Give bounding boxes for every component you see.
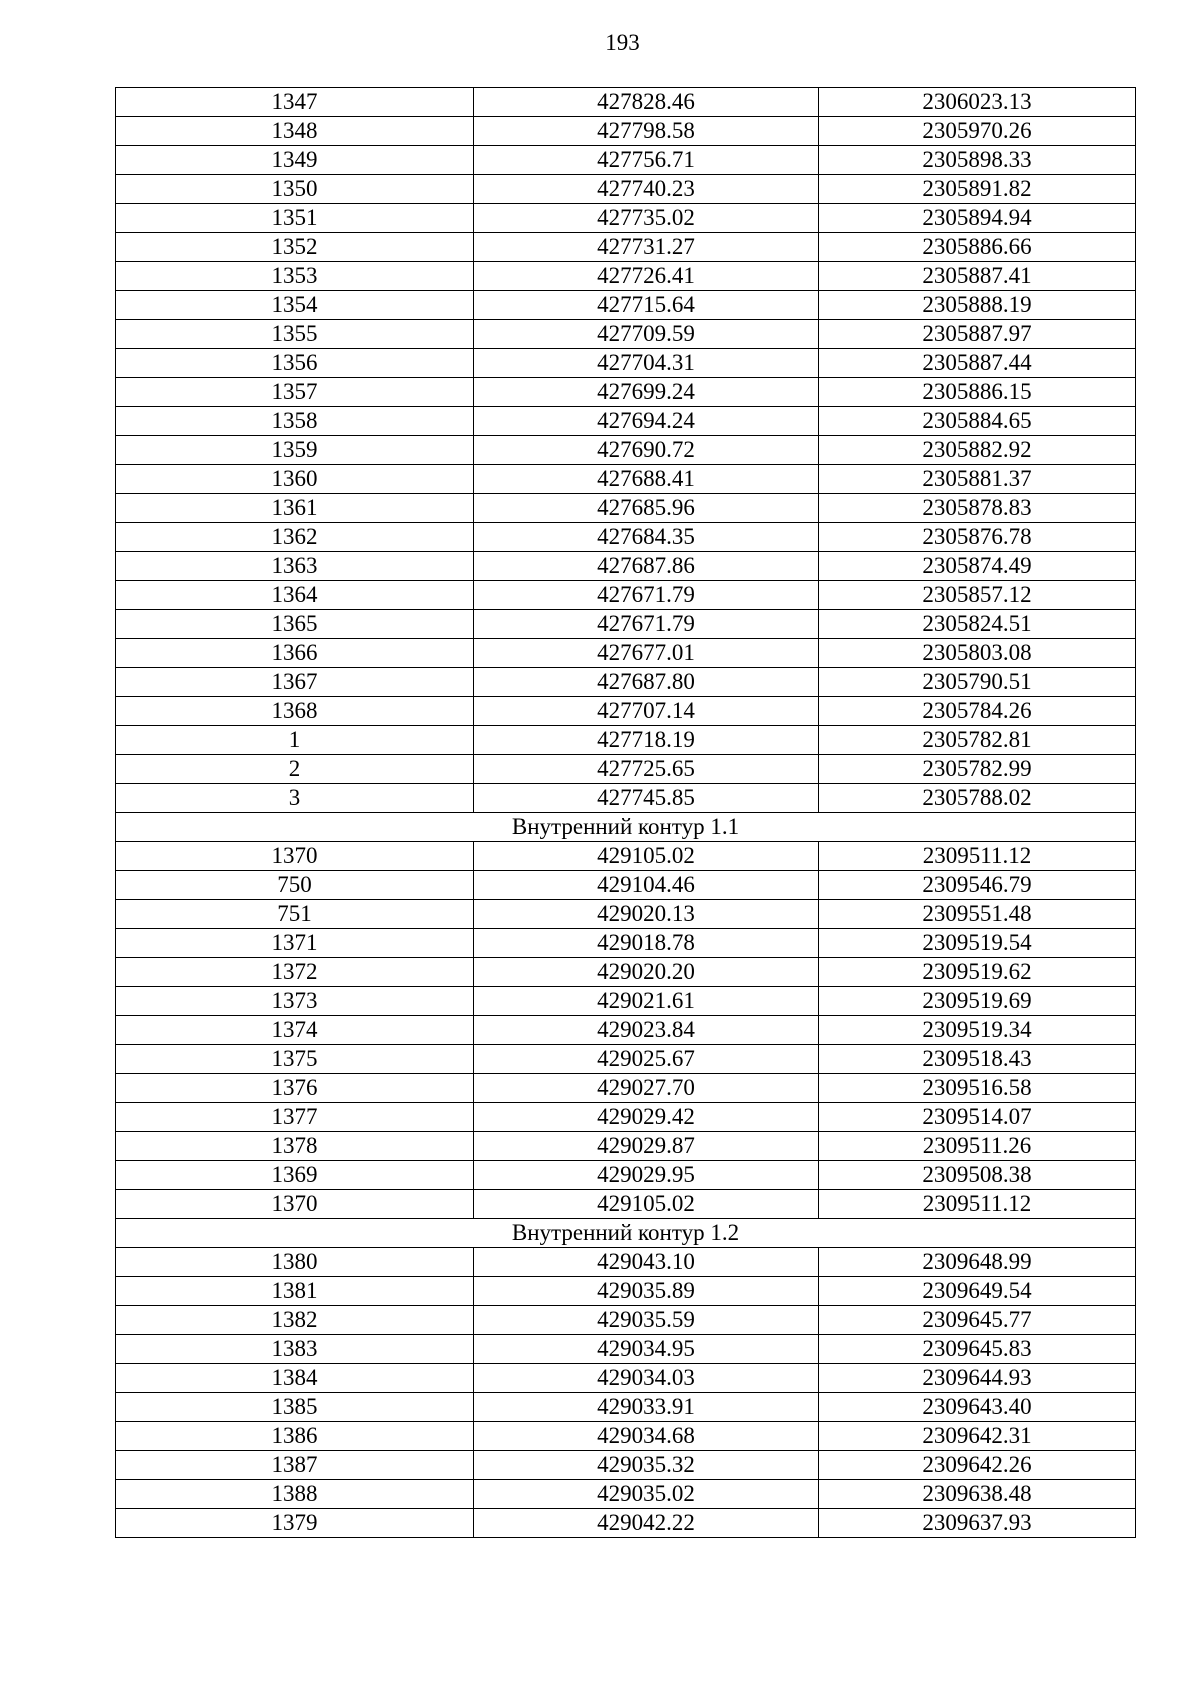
y-coordinate-cell: 2305884.65	[819, 407, 1136, 436]
y-coordinate-cell: 2309508.38	[819, 1161, 1136, 1190]
x-coordinate-cell: 429035.32	[474, 1451, 819, 1480]
table-row	[116, 523, 1136, 552]
point-number-cell: 1377	[116, 1103, 474, 1132]
table-row	[116, 871, 1136, 900]
y-coordinate-cell: 2305857.12	[819, 581, 1136, 610]
x-coordinate-cell: 429033.91	[474, 1393, 819, 1422]
x-coordinate-cell: 427688.41	[474, 465, 819, 494]
x-coordinate-cell: 429034.68	[474, 1422, 819, 1451]
table-row	[116, 1364, 1136, 1393]
x-coordinate-cell: 427718.19	[474, 726, 819, 755]
table-row	[116, 581, 1136, 610]
table-row	[116, 1190, 1136, 1219]
y-coordinate-cell: 2305782.99	[819, 755, 1136, 784]
point-number-cell: 1351	[116, 204, 474, 233]
table-row	[116, 88, 1136, 117]
point-number-cell: 1347	[116, 88, 474, 117]
x-coordinate-cell: 427699.24	[474, 378, 819, 407]
table-row	[116, 639, 1136, 668]
x-coordinate-cell: 427726.41	[474, 262, 819, 291]
table-row	[116, 378, 1136, 407]
section-label: Внутренний контур 1.2	[116, 1219, 1136, 1248]
table-row	[116, 146, 1136, 175]
y-coordinate-cell: 2309648.99	[819, 1248, 1136, 1277]
point-number-cell: 1	[116, 726, 474, 755]
point-number-cell: 751	[116, 900, 474, 929]
x-coordinate-cell: 427828.46	[474, 88, 819, 117]
point-number-cell: 1360	[116, 465, 474, 494]
x-coordinate-cell: 427745.85	[474, 784, 819, 813]
y-coordinate-cell: 2309519.69	[819, 987, 1136, 1016]
y-coordinate-cell: 2309511.12	[819, 842, 1136, 871]
point-number-cell: 1368	[116, 697, 474, 726]
x-coordinate-cell: 427715.64	[474, 291, 819, 320]
y-coordinate-cell: 2309511.12	[819, 1190, 1136, 1219]
y-coordinate-cell: 2305878.83	[819, 494, 1136, 523]
table-row	[116, 726, 1136, 755]
x-coordinate-cell: 427684.35	[474, 523, 819, 552]
point-number-cell: 1387	[116, 1451, 474, 1480]
y-coordinate-cell: 2305876.78	[819, 523, 1136, 552]
point-number-cell: 1352	[116, 233, 474, 262]
y-coordinate-cell: 2309519.62	[819, 958, 1136, 987]
point-number-cell: 1371	[116, 929, 474, 958]
point-number-cell: 1364	[116, 581, 474, 610]
y-coordinate-cell: 2309546.79	[819, 871, 1136, 900]
table-row	[116, 987, 1136, 1016]
point-number-cell: 1384	[116, 1364, 474, 1393]
y-coordinate-cell: 2305824.51	[819, 610, 1136, 639]
table-row	[116, 1161, 1136, 1190]
y-coordinate-cell: 2305782.81	[819, 726, 1136, 755]
table-row	[116, 1451, 1136, 1480]
y-coordinate-cell: 2309642.31	[819, 1422, 1136, 1451]
point-number-cell: 1354	[116, 291, 474, 320]
point-number-cell: 1381	[116, 1277, 474, 1306]
x-coordinate-cell: 429023.84	[474, 1016, 819, 1045]
section-label: Внутренний контур 1.1	[116, 813, 1136, 842]
y-coordinate-cell: 2309643.40	[819, 1393, 1136, 1422]
point-number-cell: 750	[116, 871, 474, 900]
point-number-cell: 2	[116, 755, 474, 784]
table-row	[116, 1103, 1136, 1132]
y-coordinate-cell: 2309645.77	[819, 1306, 1136, 1335]
y-coordinate-cell: 2305881.37	[819, 465, 1136, 494]
y-coordinate-cell: 2309642.26	[819, 1451, 1136, 1480]
x-coordinate-cell: 429025.67	[474, 1045, 819, 1074]
table-row	[116, 1277, 1136, 1306]
y-coordinate-cell: 2305874.49	[819, 552, 1136, 581]
x-coordinate-cell: 427704.31	[474, 349, 819, 378]
table-row	[116, 1306, 1136, 1335]
table-row	[116, 1132, 1136, 1161]
table-row	[116, 668, 1136, 697]
y-coordinate-cell: 2309519.54	[819, 929, 1136, 958]
y-coordinate-cell: 2305887.41	[819, 262, 1136, 291]
x-coordinate-cell: 427731.27	[474, 233, 819, 262]
table-row	[116, 349, 1136, 378]
point-number-cell: 1383	[116, 1335, 474, 1364]
x-coordinate-cell: 427756.71	[474, 146, 819, 175]
x-coordinate-cell: 429105.02	[474, 842, 819, 871]
table-row	[116, 117, 1136, 146]
table-row	[116, 465, 1136, 494]
point-number-cell: 1373	[116, 987, 474, 1016]
table-row	[116, 784, 1136, 813]
x-coordinate-cell: 429021.61	[474, 987, 819, 1016]
table-row	[116, 204, 1136, 233]
table-row	[116, 1045, 1136, 1074]
x-coordinate-cell: 429105.02	[474, 1190, 819, 1219]
table-row	[116, 407, 1136, 436]
x-coordinate-cell: 427671.79	[474, 610, 819, 639]
y-coordinate-cell: 2309645.83	[819, 1335, 1136, 1364]
x-coordinate-cell: 429035.02	[474, 1480, 819, 1509]
y-coordinate-cell: 2309519.34	[819, 1016, 1136, 1045]
y-coordinate-cell: 2309511.26	[819, 1132, 1136, 1161]
point-number-cell: 1378	[116, 1132, 474, 1161]
x-coordinate-cell: 429029.95	[474, 1161, 819, 1190]
x-coordinate-cell: 427687.86	[474, 552, 819, 581]
point-number-cell: 1369	[116, 1161, 474, 1190]
x-coordinate-cell: 427709.59	[474, 320, 819, 349]
point-number-cell: 1382	[116, 1306, 474, 1335]
table-row	[116, 755, 1136, 784]
point-number-cell: 1372	[116, 958, 474, 987]
point-number-cell: 1365	[116, 610, 474, 639]
y-coordinate-cell: 2309644.93	[819, 1364, 1136, 1393]
y-coordinate-cell: 2309514.07	[819, 1103, 1136, 1132]
table-row	[116, 1393, 1136, 1422]
point-number-cell: 1385	[116, 1393, 474, 1422]
table-row	[116, 610, 1136, 639]
point-number-cell: 1358	[116, 407, 474, 436]
table-row	[116, 436, 1136, 465]
y-coordinate-cell: 2305788.02	[819, 784, 1136, 813]
point-number-cell: 1375	[116, 1045, 474, 1074]
point-number-cell: 1361	[116, 494, 474, 523]
y-coordinate-cell: 2309518.43	[819, 1045, 1136, 1074]
table-row	[116, 262, 1136, 291]
x-coordinate-cell: 429035.59	[474, 1306, 819, 1335]
table-row	[116, 958, 1136, 987]
point-number-cell: 1370	[116, 842, 474, 871]
table-row	[116, 929, 1136, 958]
point-number-cell: 1356	[116, 349, 474, 378]
coordinates-table	[115, 87, 1136, 1538]
x-coordinate-cell: 429018.78	[474, 929, 819, 958]
y-coordinate-cell: 2309516.58	[819, 1074, 1136, 1103]
y-coordinate-cell: 2305882.92	[819, 436, 1136, 465]
x-coordinate-cell: 427735.02	[474, 204, 819, 233]
y-coordinate-cell: 2305887.97	[819, 320, 1136, 349]
table-row	[116, 1422, 1136, 1451]
table-row	[116, 842, 1136, 871]
x-coordinate-cell: 427671.79	[474, 581, 819, 610]
x-coordinate-cell: 429027.70	[474, 1074, 819, 1103]
section-header-row	[116, 813, 1136, 842]
x-coordinate-cell: 429029.87	[474, 1132, 819, 1161]
point-number-cell: 1355	[116, 320, 474, 349]
x-coordinate-cell: 429029.42	[474, 1103, 819, 1132]
point-number-cell: 1357	[116, 378, 474, 407]
y-coordinate-cell: 2305784.26	[819, 697, 1136, 726]
point-number-cell: 1350	[116, 175, 474, 204]
point-number-cell: 1349	[116, 146, 474, 175]
point-number-cell: 1367	[116, 668, 474, 697]
x-coordinate-cell: 427677.01	[474, 639, 819, 668]
y-coordinate-cell: 2305886.66	[819, 233, 1136, 262]
x-coordinate-cell: 429034.03	[474, 1364, 819, 1393]
section-header-row	[116, 1219, 1136, 1248]
point-number-cell: 1366	[116, 639, 474, 668]
point-number-cell: 1380	[116, 1248, 474, 1277]
table-row	[116, 320, 1136, 349]
x-coordinate-cell: 429042.22	[474, 1509, 819, 1538]
x-coordinate-cell: 427694.24	[474, 407, 819, 436]
x-coordinate-cell: 427690.72	[474, 436, 819, 465]
table-row	[116, 697, 1136, 726]
y-coordinate-cell: 2309638.48	[819, 1480, 1136, 1509]
table-row	[116, 1509, 1136, 1538]
coordinates-table-body	[116, 88, 1136, 1538]
y-coordinate-cell: 2305886.15	[819, 378, 1136, 407]
point-number-cell: 1376	[116, 1074, 474, 1103]
x-coordinate-cell: 429043.10	[474, 1248, 819, 1277]
table-row	[116, 900, 1136, 929]
y-coordinate-cell: 2305790.51	[819, 668, 1136, 697]
y-coordinate-cell: 2305894.94	[819, 204, 1136, 233]
table-row	[116, 175, 1136, 204]
y-coordinate-cell: 2305970.26	[819, 117, 1136, 146]
x-coordinate-cell: 427685.96	[474, 494, 819, 523]
y-coordinate-cell: 2309637.93	[819, 1509, 1136, 1538]
y-coordinate-cell: 2309649.54	[819, 1277, 1136, 1306]
x-coordinate-cell: 427725.65	[474, 755, 819, 784]
y-coordinate-cell: 2305898.33	[819, 146, 1136, 175]
table-row	[116, 1335, 1136, 1364]
x-coordinate-cell: 429034.95	[474, 1335, 819, 1364]
table-row	[116, 1248, 1136, 1277]
x-coordinate-cell: 429104.46	[474, 871, 819, 900]
table-row	[116, 1016, 1136, 1045]
x-coordinate-cell: 429020.20	[474, 958, 819, 987]
point-number-cell: 1353	[116, 262, 474, 291]
table-row	[116, 1480, 1136, 1509]
point-number-cell: 1370	[116, 1190, 474, 1219]
table-row	[116, 494, 1136, 523]
y-coordinate-cell: 2305888.19	[819, 291, 1136, 320]
point-number-cell: 1379	[116, 1509, 474, 1538]
x-coordinate-cell: 429020.13	[474, 900, 819, 929]
x-coordinate-cell: 429035.89	[474, 1277, 819, 1306]
table-row	[116, 233, 1136, 262]
x-coordinate-cell: 427687.80	[474, 668, 819, 697]
point-number-cell: 1363	[116, 552, 474, 581]
y-coordinate-cell: 2305803.08	[819, 639, 1136, 668]
table-row	[116, 1074, 1136, 1103]
point-number-cell: 1362	[116, 523, 474, 552]
point-number-cell: 1374	[116, 1016, 474, 1045]
page-number: 193	[605, 30, 640, 55]
point-number-cell: 1348	[116, 117, 474, 146]
x-coordinate-cell: 427707.14	[474, 697, 819, 726]
point-number-cell: 1388	[116, 1480, 474, 1509]
y-coordinate-cell: 2309551.48	[819, 900, 1136, 929]
y-coordinate-cell: 2305887.44	[819, 349, 1136, 378]
point-number-cell: 3	[116, 784, 474, 813]
x-coordinate-cell: 427740.23	[474, 175, 819, 204]
table-row	[116, 291, 1136, 320]
x-coordinate-cell: 427798.58	[474, 117, 819, 146]
y-coordinate-cell: 2305891.82	[819, 175, 1136, 204]
point-number-cell: 1359	[116, 436, 474, 465]
table-row	[116, 552, 1136, 581]
y-coordinate-cell: 2306023.13	[819, 88, 1136, 117]
point-number-cell: 1386	[116, 1422, 474, 1451]
